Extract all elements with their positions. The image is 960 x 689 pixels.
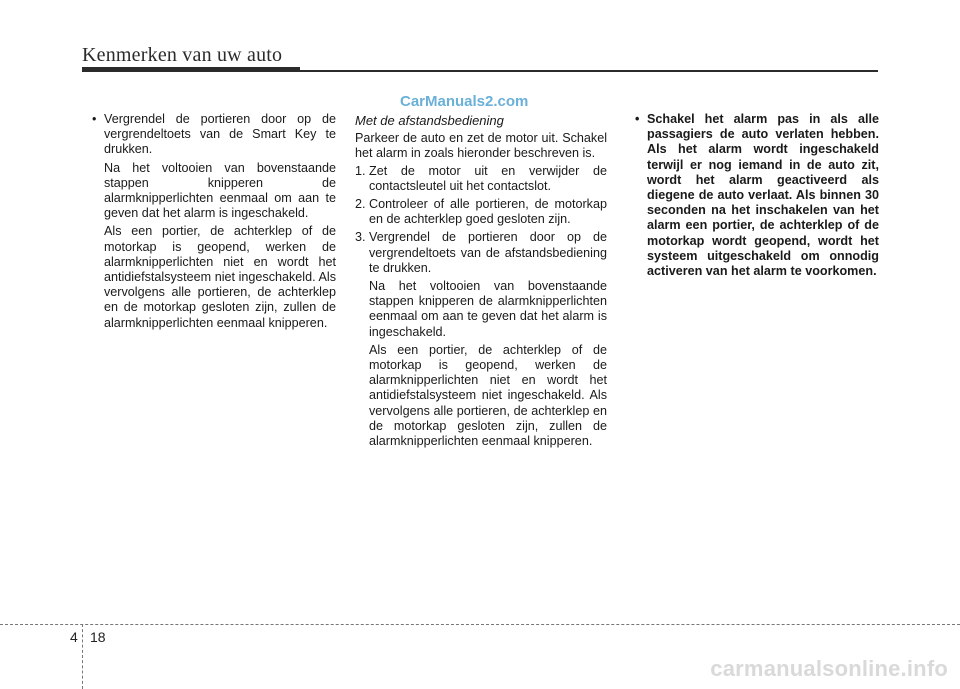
chapter-number: 4	[70, 629, 78, 645]
page-number: 18	[90, 629, 106, 645]
watermark-bottom: carmanualsonline.info	[710, 656, 948, 681]
bullet-text: Vergrendel de portieren door op de vergrendeltoets van de Smart Key te drukken.	[104, 112, 336, 157]
column-right	[627, 112, 879, 282]
page-header-title: Kenmerken van uw auto	[82, 44, 283, 66]
step-number: 3.	[355, 230, 366, 245]
list-item	[84, 112, 336, 158]
step-text: Vergrendel de portieren door op de vergrendeltoets van de afstandsbediening te drukken.	[369, 230, 607, 275]
column-middle	[355, 113, 607, 452]
bullet-icon: •	[635, 112, 640, 126]
paragraph: Parkeer de auto en zet de motor uit. Schakel het alarm in zoals hieronder beschreven is.	[355, 131, 607, 161]
footer-rule	[0, 624, 960, 625]
list-item	[355, 164, 607, 194]
paragraph: Als een portier, de achterklep of de motorkap is geopend, werken de alarmknipperlichten niet en wordt het antidiefstalsysteem niet ingeschakeld. Als vervolgens alle portieren, de achterklep en de motorkap gesloten zijn, zullen de alarmknipperlichten eenmaal knipperen.	[104, 224, 336, 330]
header-rule-thick	[82, 67, 300, 72]
bullet-icon: •	[92, 112, 97, 126]
paragraph: Na het voltooien van bovenstaande stappen knipperen de alarmknipperlichten eenmaal om aan te geven dat het alarm is ingeschakeld.	[369, 279, 607, 339]
watermark-top: CarManuals2.com	[400, 93, 529, 110]
step-text: Zet de motor uit en verwijder de contactsleutel uit het contactslot.	[369, 163, 607, 193]
bullet-text: Schakel het alarm pas in als alle passagiers de auto verlaten hebben. Als het alarm wordt ingeschakeld terwijl er nog iemand in de auto zit, wordt het alarm geactiveerd als diegene de auto verlaat. Als binnen 30 seconden na het inschakelen van het alarm een portier, de achterklep of de motorkap wordt geopend, wordt het systeem uitgeschakeld om onnodig activeren van het alarm te voorkomen.	[647, 112, 879, 279]
paragraph: Als een portier, de achterklep of de motorkap is geopend, werken de alarmknipperlichten niet en wordt het antidiefstalsysteem niet ingeschakeld. Als vervolgens alle portieren, de achterklep en de motorkap gesloten zijn, zullen de alarmknipperlichten eenmaal knipperen.	[369, 342, 607, 449]
footer-divider	[82, 624, 83, 689]
list-item	[355, 197, 607, 227]
column-left	[84, 112, 336, 334]
step-number: 2.	[355, 197, 366, 212]
header-rule-thin	[300, 70, 878, 72]
step-text: Controleer of alle portieren, de motorkap en de achterklep goed gesloten zijn.	[369, 197, 607, 227]
list-item	[627, 112, 879, 279]
list-item	[355, 230, 607, 276]
paragraph: Na het voltooien van bovenstaande stappen knipperen de alarmknipperlichten eenmaal om aan te geven dat het alarm is ingeschakeld.	[104, 160, 336, 221]
section-heading: Met de afstandsbediening	[355, 113, 504, 128]
step-number: 1.	[355, 163, 366, 178]
